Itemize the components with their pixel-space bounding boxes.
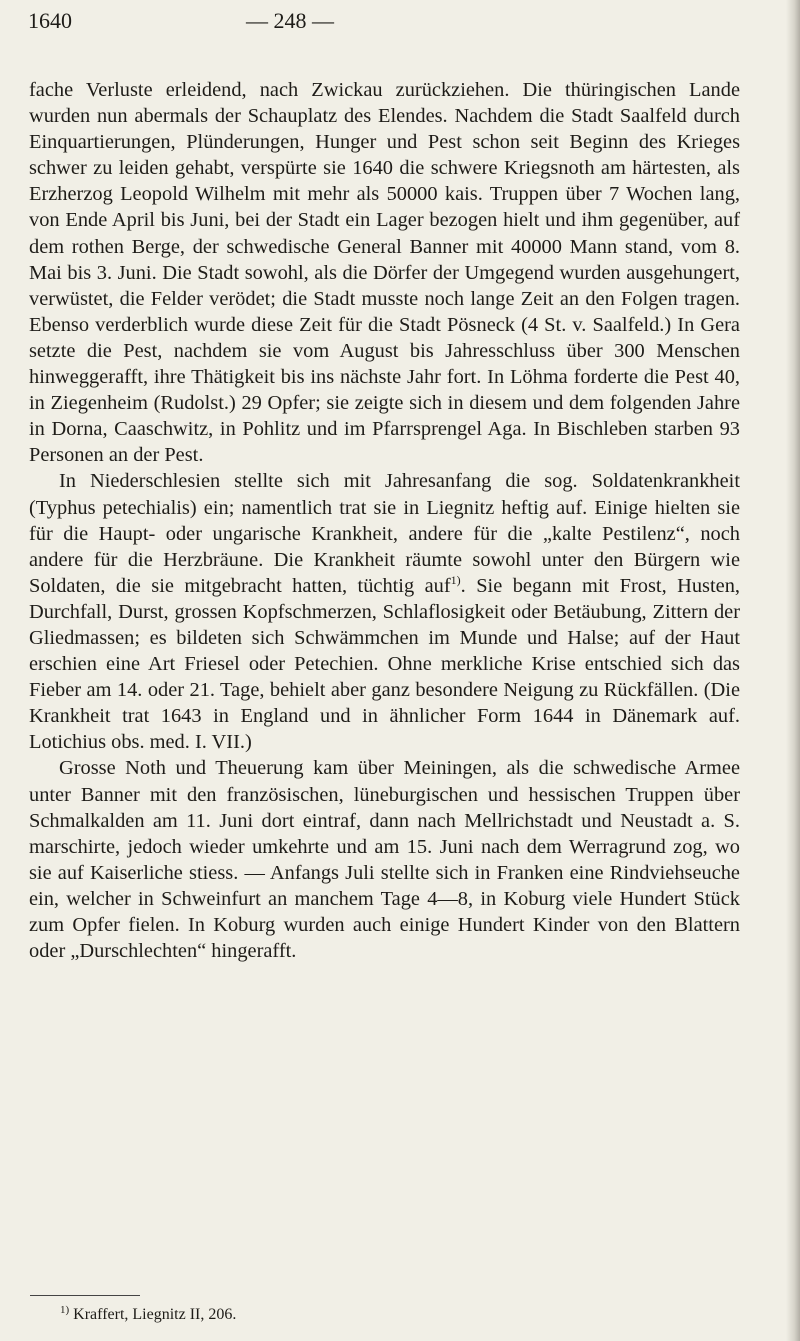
- paragraph-1: [29, 77, 740, 468]
- paragraph-1-text: fache Verluste erleidend, nach Zwickau zurückziehen. Die thüringischen Lande wurden nun abermals der Schauplatz des Elendes. Nachdem die Stadt Saalfeld durch Einquartierungen, Plünderungen, Hunger und Pest schon seit Beginn des Krieges schwer zu leiden gehabt, verspürte sie 1640 die schwere Kriegsnoth am härtesten, als Erzherzog Leopold Wilhelm mit mehr als 50000 kais. Truppen über 7 Wochen lang, von Ende April bis Juni, bei der Stadt ein Lager bezogen hielt und ihm gegenüber, auf dem rothen Berge, der schwedische General Banner mit 40000 Mann stand, vom 8. Mai bis 3. Juni. Die Stadt sowohl, als die Dörfer der Umgegend wurden ausgehungert, verwüstet, die Felder verödet; die Stadt musste noch lange Zeit an den Folgen tragen. Ebenso verderblich wurde diese Zeit für die Stadt Pösneck (4 St. v. Saalfeld.) In Gera setzte die Pest, nachdem sie vom August bis Jahresschluss über 300 Menschen hinweggerafft, ihre Thätigkeit bis ins nächste Jahr fort. In Löhma forderte die Pest 40, in Ziegenheim (Rudolst.) 29 Opfer; sie zeigte sich in diesem und dem folgenden Jahre in Dorna, Caaschwitz, in Pohlitz und im Pfarrsprengel Aga. In Bischleben starben 93 Personen an der Pest.: [29, 79, 740, 467]
- footnote-reference: 1): [450, 572, 461, 587]
- page-edge-shadow: [786, 0, 800, 1341]
- header-year: 1640: [28, 8, 72, 33]
- paragraph-2-text-a: In Niederschlesien stellte sich mit Jahresanfang die sog. Soldatenkrankheit (Typhus petechialis) ein; namentlich trat sie in Liegnitz heftig auf. Einige hielten sie für die Haupt- oder ungarische Krankheit, andere für die „kalte Pestilenz“, noch andere für die Herzbräune. Die Krankheit räumte sowohl unter den Bürgern wie Soldaten, die sie mitgebracht hatten, tüchtig auf: [29, 470, 740, 597]
- body-text: [29, 77, 740, 964]
- paragraph-2-text-b: . Sie begann mit Frost, Husten, Durchfall, Durst, grossen Kopfschmerzen, Schlaflosigkeit oder Betäubung, Zittern der Gliedmassen; es bildeten sich Schwämmchen im Munde und Halse; auf der Haut erschien eine Art Friesel oder Petechien. Ohne merkliche Krise entschied sich das Fieber am 14. oder 21. Tage, behielt aber ganz besondere Neigung zu Rückfällen. (Die Krankheit trat 1643 in England und in ähnlicher Form 1644 in Dänemark auf. Lotichius obs. med. I. VII.): [29, 574, 740, 754]
- footnote-marker: 1): [60, 1304, 70, 1316]
- footnote-rule: [30, 1295, 140, 1296]
- paragraph-3: [29, 755, 740, 964]
- paragraph-2: [29, 468, 740, 755]
- paragraph-3-text: Grosse Noth und Theuerung kam über Meiningen, als die schwedische Armee unter Banner mit den französischen, lüneburgischen und hessischen Truppen über Schmalkalden am 11. Juni dort eintraf, dann nach Mellrichstadt und Neustadt a. S. marschirte, jedoch wieder umkehrte und am 15. Juni nach dem Werragrund zog, wo sie auf Kaiserliche stiess. — Anfangs Juli stellte sich in Franken eine Rindviehseuche ein, welcher in Schweinfurt an manchem Tage 4—8, in Koburg viele Hundert Stück zum Opfer fielen. In Koburg wurden auch einige Hundert Kinder von den Blattern oder „Durschlechten“ hingerafft.: [29, 757, 740, 963]
- footnote: [60, 1306, 236, 1324]
- page-number: — 248 —: [246, 8, 334, 33]
- footnote-text: Kraffert, Liegnitz II, 206.: [73, 1306, 237, 1323]
- running-header: [28, 8, 488, 38]
